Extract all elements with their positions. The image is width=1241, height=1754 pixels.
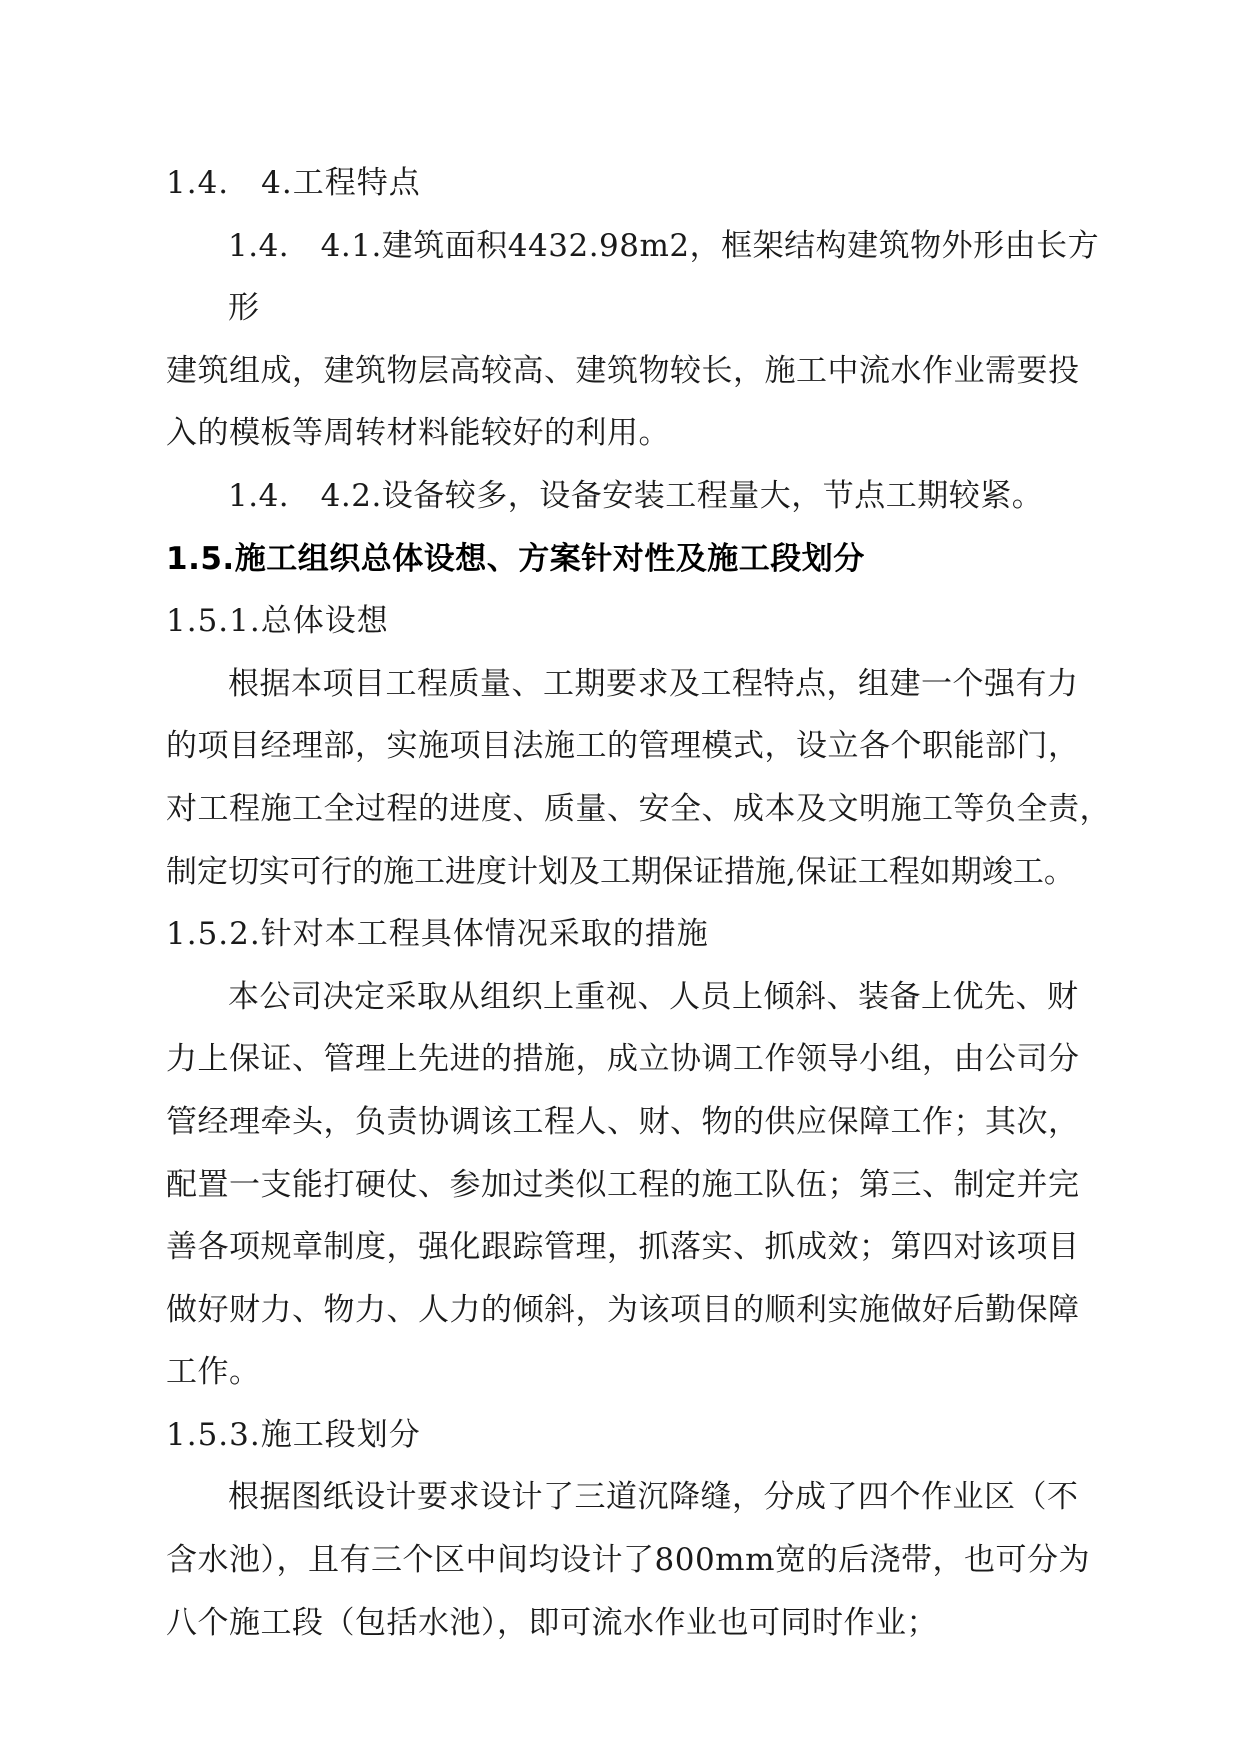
para-1-5-2-line-7: 工作。 [166,1354,261,1391]
para-1-5-2-line-4: 配置一支能打硬仗、参加过类似工程的施工队伍；第三、制定并完 [166,1166,1080,1203]
para-1-5-2-line-2: 力上保证、管理上先进的措施，成立协调工作领导小组，由公司分 [166,1041,1080,1078]
section-heading-1-5: 1.5.施工组织总体设想、方案针对性及施工段划分 [166,540,865,577]
heading-1-5-1: 1.5.1.总体设想 [166,603,389,640]
para-1-5-2-line-5: 善各项规章制度，强化跟踪管理，抓落实、抓成效；第四对该项目 [166,1229,1080,1266]
para-1-5-1-line-1: 根据本项目工程质量、工期要求及工程特点，组建一个强有力 [228,665,1079,702]
document-body [166,152,1126,1654]
para-1-5-2-line-6: 做好财力、物力、人力的倾斜，为该项目的顺利实施做好后勤保障 [166,1291,1080,1328]
heading-1-5-2: 1.5.2.针对本工程具体情况采取的措施 [166,916,709,953]
item-1-4-4-2: 1.4. 4.2.设备较多，设备安装工程量大，节点工期较紧。 [228,477,1044,514]
para-1-5-3-line-1: 根据图纸设计要求设计了三道沉降缝，分成了四个作业区（不 [228,1479,1079,1516]
heading-1-4-4: 1.4. 4.工程特点 [166,165,421,201]
item-1-4-4-1-line-2: 建筑组成，建筑物层高较高、建筑物较长，施工中流水作业需要投 [166,352,1080,389]
item-1-4-4-1-line-3: 入的模板等周转材料能较好的利用。 [166,415,670,452]
para-1-5-3-line-3: 八个施工段（包括水池），即可流水作业也可同时作业； [166,1604,938,1641]
para-1-5-3-line-2: 含水池），且有三个区中间均设计了800mm宽的后浇带，也可分为 [166,1542,1090,1579]
heading-1-5-3: 1.5.3.施工段划分 [166,1416,421,1453]
para-1-5-1-line-4: 制定切实可行的施工进度计划及工期保证措施,保证工程如期竣工。 [166,853,1075,890]
para-1-5-2-line-1: 本公司决定采取从组织上重视、人员上倾斜、装备上优先、财 [228,978,1079,1015]
para-1-5-2-line-3: 管经理牵头，负责协调该工程人、财、物的供应保障工作；其次， [166,1103,1080,1140]
para-1-5-1-line-2: 的项目经理部，实施项目法施工的管理模式，设立各个职能部门， [166,728,1080,765]
item-1-4-4-1-line-1: 1.4. 4.1.建筑面积4432.98m2，框架结构建筑物外形由长方形 [228,227,1100,327]
para-1-5-1-line-3: 对工程施工全过程的进度、质量、安全、成本及文明施工等负全责， [166,790,1111,827]
